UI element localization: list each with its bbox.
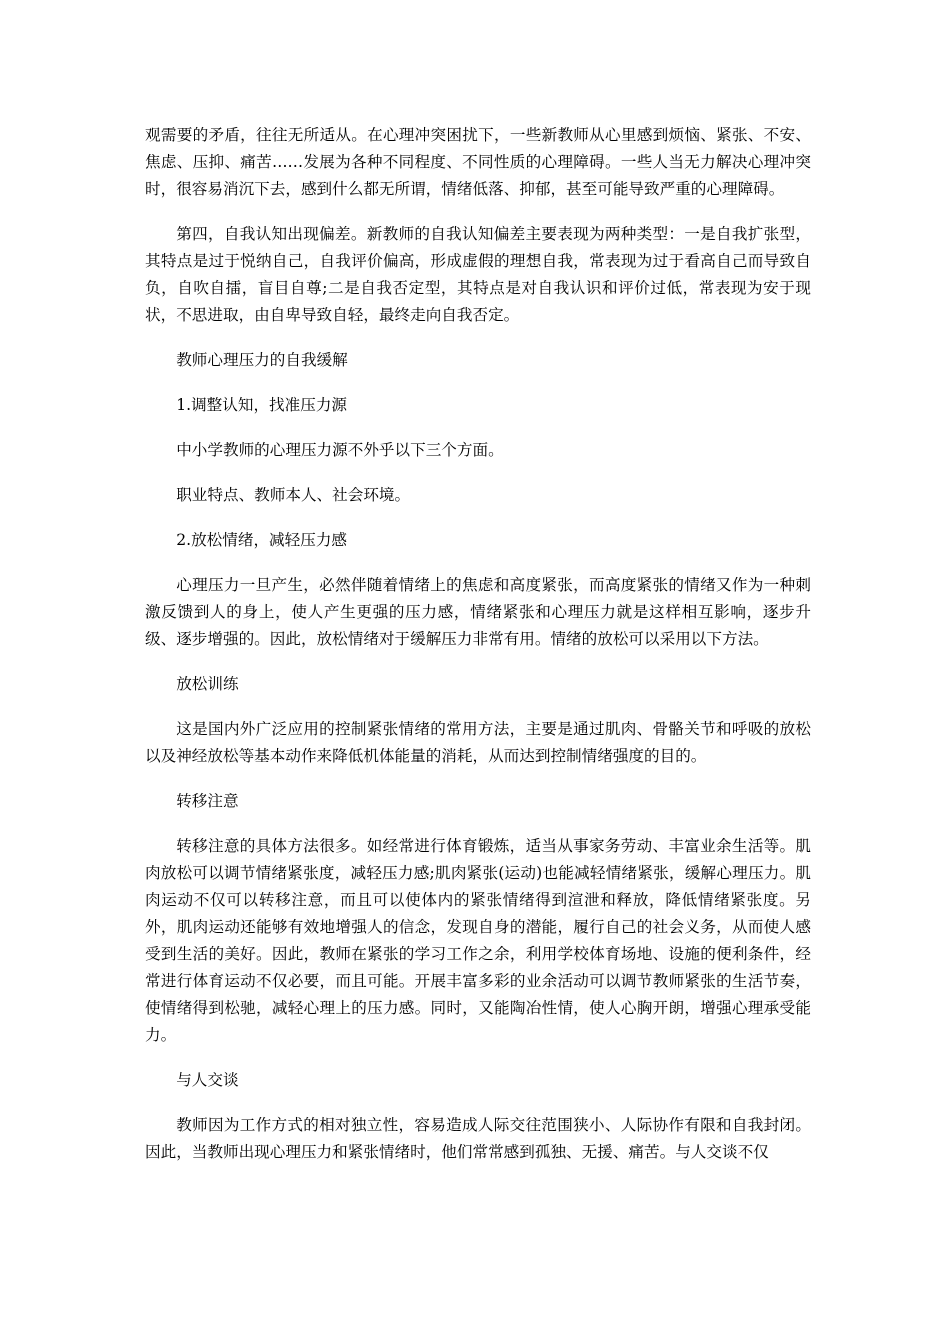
- paragraph-relax-emotions: 心理压力一旦产生，必然伴随着情绪上的焦虑和高度紧张，而高度紧张的情绪又作为一种刺激反馈到人的身上，使人产生更强的压力感，情绪紧张和心理压力就是这样相互影响，逐步升级、逐步增强的。因此，放松情绪对于缓解压力非常有用。情绪的放松可以采用以下方法。: [145, 576, 811, 648]
- method-heading-divert-attention: 转移注意: [176, 792, 239, 810]
- method-heading-relaxation: 放松训练: [176, 675, 239, 693]
- subheading-1: 1.调整认知，找准压力源: [176, 396, 348, 414]
- paragraph-continued: 观需要的矛盾，往往无所适从。在心理冲突困扰下，一些新教师从心里感到烦恼、紧张、不安、焦虑、压抑、痛苦……发展为各种不同程度、不同性质的心理障碍。一些人当无力解决心理冲突时，很容易消沉下去，感到什么都无所谓，情绪低落、抑郁，甚至可能导致严重的心理障碍。: [145, 126, 811, 198]
- paragraph-talk: 教师因为工作方式的相对独立性，容易造成人际交往范围狭小、人际协作有限和自我封闭。因此，当教师出现心理压力和紧张情绪时，他们常常感到孤独、无援、痛苦。与人交谈不仅: [145, 1116, 811, 1161]
- method-heading-talk: 与人交谈: [176, 1071, 239, 1089]
- paragraph-stress-sources: 中小学教师的心理压力源不外乎以下三个方面。: [176, 441, 504, 459]
- paragraph-divert-attention: 转移注意的具体方法很多。如经常进行体育锻炼，适当从事家务劳动、丰富业余生活等。肌肉放松可以调节情绪紧张度，减轻压力感;肌肉紧张(运动)也能减轻情绪紧张，缓解心理压力。肌肉运动不仅可以转移注意，而且可以使体内的紧张情绪得到渲泄和释放，降低情绪紧张度。另外，肌肉运动还能够有效地增强人的信念，发现自身的潜能，履行自己的社会义务，从而使人感受到生活的美好。因此，教师在紧张的学习工作之余，利用学校体育场地、设施的便利条件，经常进行体育运动不仅必要，而且可能。开展丰富多彩的业余活动可以调节教师紧张的生活节奏，使情绪得到松驰，减轻心理上的压力感。同时，又能陶冶性情，使人心胸开朗，增强心理承受能力。: [145, 837, 811, 1044]
- subheading-2: 2.放松情绪，减轻压力感: [176, 531, 348, 549]
- section-heading: 教师心理压力的自我缓解: [176, 351, 348, 369]
- paragraph-relaxation: 这是国内外广泛应用的控制紧张情绪的常用方法，主要是通过肌肉、骨骼关节和呼吸的放松以及神经放松等基本动作来降低机体能量的消耗，从而达到控制情绪强度的目的。: [145, 720, 811, 765]
- paragraph-self-cognition: 第四，自我认知出现偏差。新教师的自我认知偏差主要表现为两种类型：一是自我扩张型，其特点是过于悦纳自己，自我评价偏高，形成虚假的理想自我，常表现为过于看高自己而导致自负，自吹自擂，盲目自尊;二是自我否定型，其特点是对自我认识和评价过低，常表现为安于现状，不思进取，由自卑导致自轻，最终走向自我否定。: [145, 225, 811, 324]
- document-body: [145, 122, 811, 1166]
- paragraph-three-aspects: 职业特点、教师本人、社会环境。: [176, 486, 411, 504]
